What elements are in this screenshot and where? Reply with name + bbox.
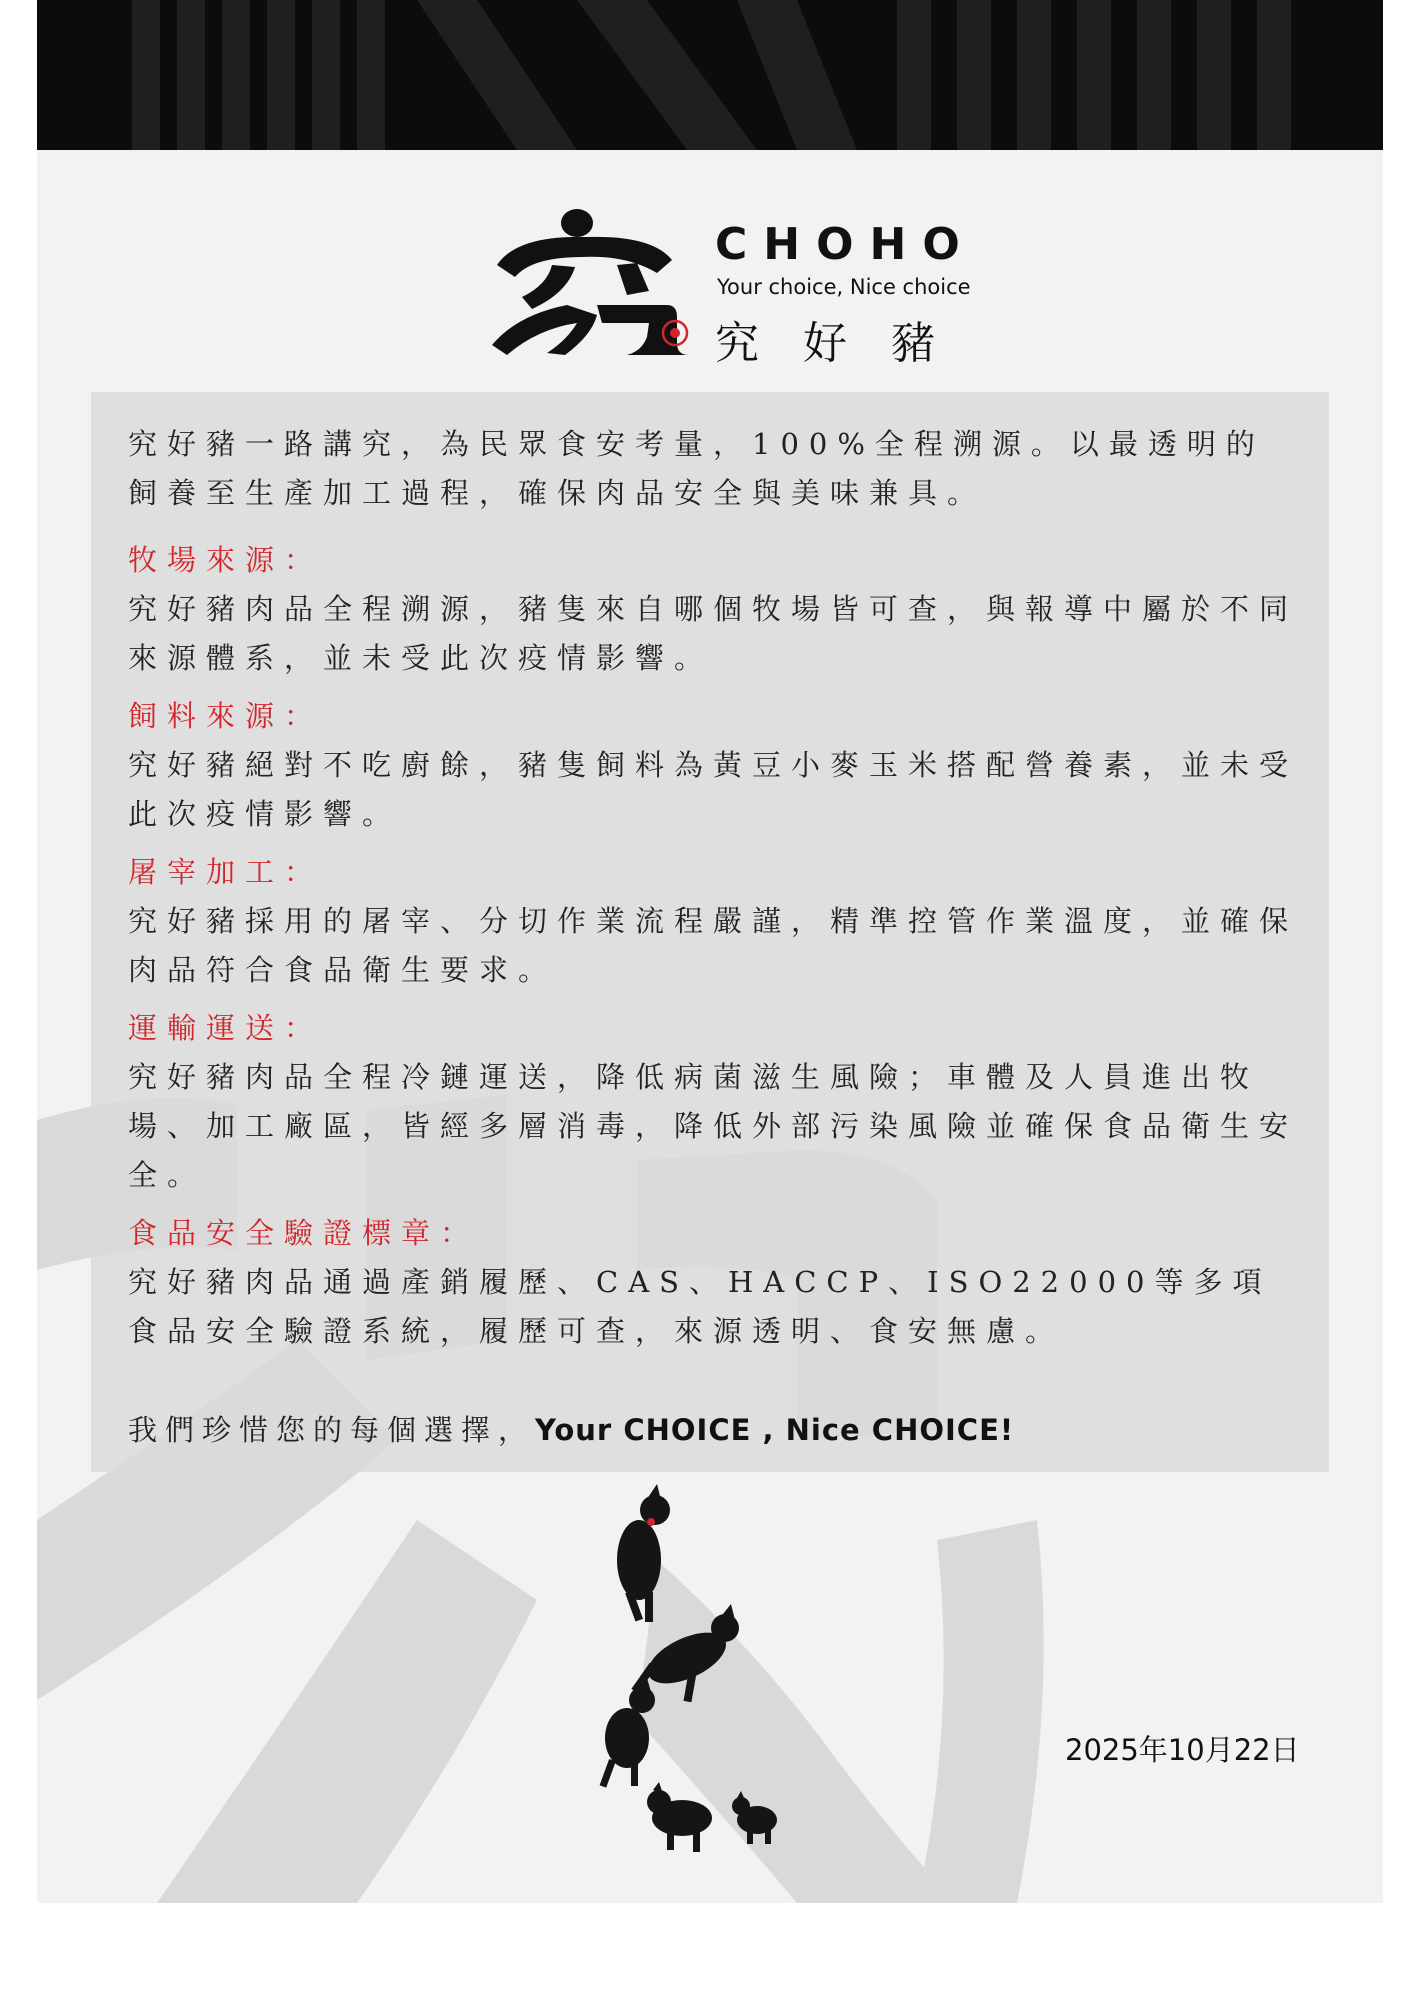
brand-name-en: CHOHO bbox=[715, 219, 976, 270]
section-heading-certification: 食品安全驗證標章： bbox=[128, 1216, 480, 1250]
section-text-transport: 究好豬肉品全程冷鏈運送，降低病菌滋生風險；車體及人員進出牧場、加工廠區，皆經多層消毒，降低外部污染風險並確保食品衛生安全。 bbox=[128, 1060, 1299, 1192]
closing-text-en: Your CHOICE , Nice CHOICE! bbox=[535, 1413, 1015, 1447]
letter-content bbox=[128, 420, 1298, 1455]
section-text-slaughter: 究好豬採用的屠宰、分切作業流程嚴謹，精準控管作業溫度，並確保肉品符合食品衛生要求。 bbox=[128, 904, 1299, 987]
intro-paragraph: 究好豬一路講究，為民眾食安考量，100%全程溯源。以最透明的飼養至生產加工過程，確保肉品安全與美味兼具。 bbox=[128, 427, 1265, 510]
brand-logo bbox=[477, 205, 997, 369]
header-band-graphic bbox=[37, 0, 1383, 150]
brand-name-zh: 究好豬 bbox=[715, 318, 979, 369]
closing-line bbox=[128, 1406, 1298, 1455]
section-heading-farm: 牧場來源： bbox=[128, 543, 324, 577]
letter-date: 2025年10月22日 bbox=[1065, 1733, 1300, 1767]
section-text-certification: 究好豬肉品通過產銷履歷、CAS、HACCP、ISO22000等多項食品安全驗證系統，履歷可查，來源透明、食安無慮。 bbox=[128, 1265, 1272, 1348]
section-heading-transport: 運輸運送： bbox=[128, 1011, 324, 1045]
pigs-illustration bbox=[597, 1480, 927, 1860]
closing-text-zh: 我們珍惜您的每個選擇， bbox=[128, 1413, 536, 1447]
brand-tagline: Your choice, Nice choice bbox=[717, 275, 971, 299]
section-heading-slaughter: 屠宰加工： bbox=[128, 855, 324, 889]
section-text-feed: 究好豬絕對不吃廚餘，豬隻飼料為黃豆小麥玉米搭配營養素，並未受此次疫情影響。 bbox=[128, 748, 1299, 831]
header-band bbox=[37, 0, 1383, 150]
brand-mark-icon bbox=[477, 205, 707, 355]
section-heading-feed: 飼料來源： bbox=[128, 699, 324, 733]
section-text-farm: 究好豬肉品全程溯源，豬隻來自哪個牧場皆可查，與報導中屬於不同來源體系，並未受此次疫情影響。 bbox=[128, 592, 1299, 675]
